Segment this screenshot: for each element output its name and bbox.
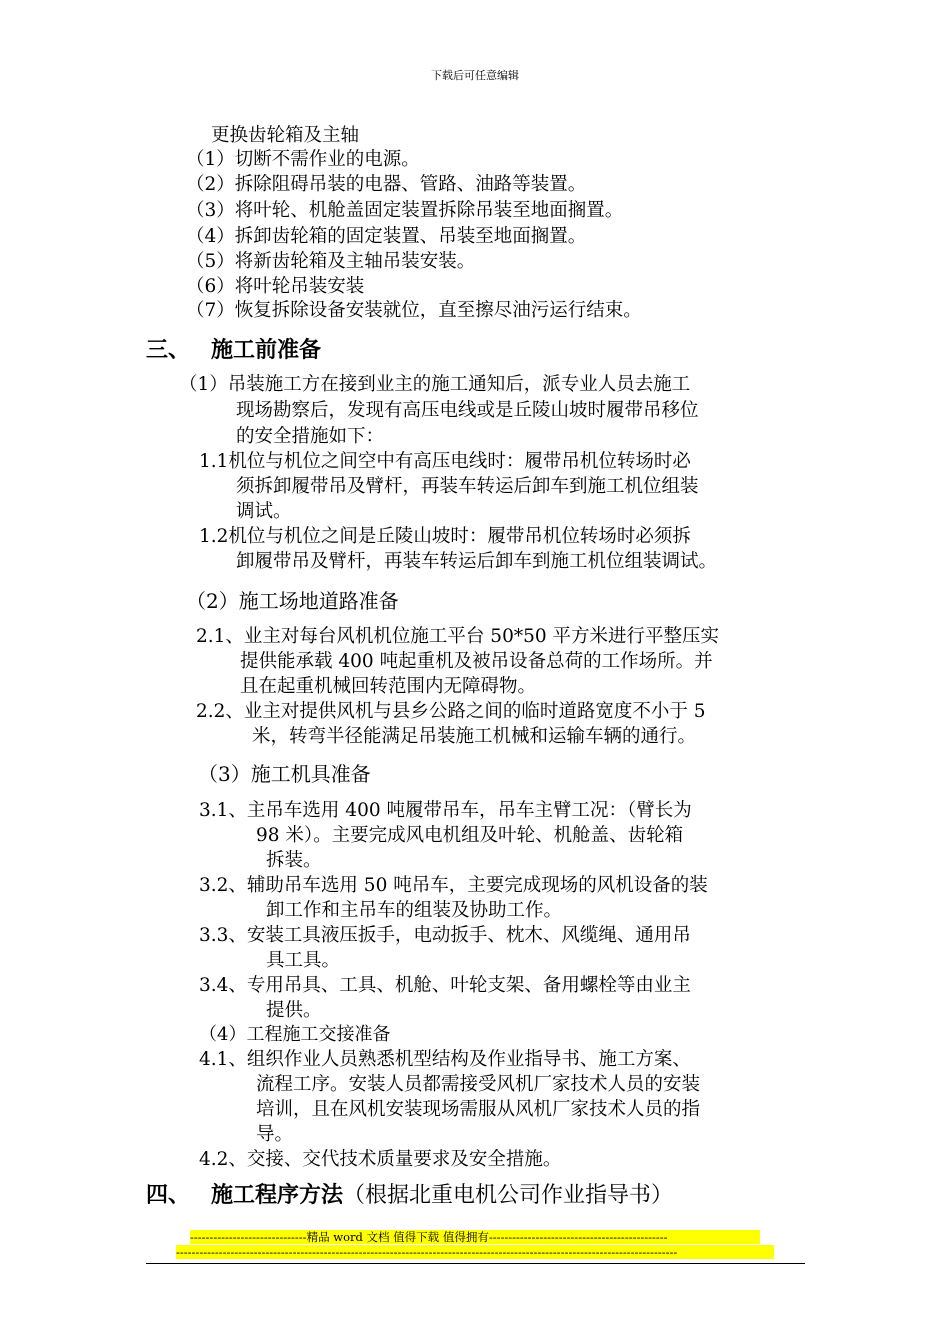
- paragraph-line: 具工具。: [266, 950, 341, 971]
- paragraph-line: 的安全措施如下：: [236, 426, 385, 447]
- paragraph-line: 4.2、交接、交代技术质量要求及安全措施。: [199, 1149, 562, 1170]
- paragraph-line: 拆装。: [266, 850, 322, 871]
- subsection-heading: （4）工程施工交接准备: [199, 1024, 391, 1045]
- section-number: 四、: [146, 1182, 191, 1208]
- footer-dashes: ---------------------------------------------------------------------------------------------------------------------------------: [176, 1245, 774, 1259]
- paragraph-line: 2.1、业主对每台风机机位施工平台 50*50 平方米进行平整压实: [196, 626, 720, 647]
- paragraph-line: 调试。: [236, 501, 292, 522]
- page-header-note: 下载后可任意编辑: [431, 69, 519, 82]
- section-title-replace-gearbox: 更换齿轮箱及主轴: [211, 125, 360, 146]
- subsection-heading: （2）施工场地道路准备: [186, 589, 399, 613]
- step-item: （3）将叶轮、机舱盖固定装置拆除吊装至地面搁置。: [186, 200, 624, 221]
- footer-banner: ------------------------------精品 word 文档 值得下载 值得拥有----------------------------------------------: [190, 1230, 760, 1244]
- step-item: （1）切断不需作业的电源。: [186, 149, 420, 170]
- paragraph-line: 且在起重机械回转范围内无障碍物。: [240, 676, 537, 697]
- step-item: （2）拆除阻碍吊装的电器、管路、油路等装置。: [186, 174, 587, 195]
- paragraph-line: 流程工序。安装人员都需接受风机厂家技术人员的安装: [256, 1074, 701, 1095]
- paragraph-line: 米，转弯半径能满足吊装施工机械和运输车辆的通行。: [252, 726, 697, 747]
- section-number: 三、: [146, 337, 191, 363]
- paragraph-line: 3.4、专用吊具、工具、机舱、叶轮支架、备用螺栓等由业主: [199, 975, 691, 996]
- paragraph-line: 1.2机位与机位之间是丘陵山坡时：履带吊机位转场时必须拆: [199, 526, 691, 547]
- section-heading-subtitle: （根据北重电机公司作业指导书）: [343, 1183, 674, 1208]
- step-item: （7）恢复拆除设备安装就位，直至擦尽油污运行结束。: [186, 300, 642, 321]
- paragraph-line: 提供。: [266, 1000, 322, 1021]
- section-heading-title: 施工程序方法: [211, 1182, 344, 1208]
- paragraph-line: 卸履带吊及臂杆，再装车转运后卸车到施工机位组装调试。: [236, 551, 718, 572]
- footer-rule: [146, 1263, 805, 1264]
- paragraph-line: （1）吊装施工方在接到业主的施工通知后，派专业人员去施工: [179, 374, 691, 395]
- paragraph-line: 3.3、安装工具液压扳手，电动扳手、枕木、风缆绳、通用吊: [199, 925, 691, 946]
- paragraph-line: 培训，且在风机安装现场需服从风机厂家技术人员的指: [256, 1099, 701, 1120]
- step-item: （4）拆卸齿轮箱的固定装置、吊装至地面搁置。: [186, 226, 587, 247]
- paragraph-line: 2.2、业主对提供风机与县乡公路之间的临时道路宽度不小于 5: [196, 701, 706, 722]
- subsection-heading: （3）施工机具准备: [198, 762, 371, 786]
- paragraph-line: 导。: [256, 1124, 294, 1145]
- paragraph-line: 3.1、主吊车选用 400 吨履带吊车，吊车主臂工况：（臂长为: [199, 800, 692, 821]
- paragraph-line: 4.1、组织作业人员熟悉机型结构及作业指导书、施工方案、: [199, 1049, 691, 1070]
- paragraph-line: 卸工作和主吊车的组装及协助工作。: [266, 900, 563, 921]
- paragraph-line: 3.2、辅助吊车选用 50 吨吊车，主要完成现场的风机设备的装: [199, 875, 708, 896]
- paragraph-line: 提供能承载 400 吨起重机及被吊设备总荷的工作场所。并: [240, 651, 713, 672]
- step-item: （6）将叶轮吊装安装: [186, 276, 365, 297]
- paragraph-line: 现场勘察后，发现有高压电线或是丘陵山坡时履带吊移位: [236, 400, 699, 421]
- step-item: （5）将新齿轮箱及主轴吊装安装。: [186, 251, 476, 272]
- section-heading: 施工前准备: [211, 337, 322, 363]
- section-heading: [211, 1181, 673, 1210]
- paragraph-line: 须拆卸履带吊及臂杆，再装车转运后卸车到施工机位组装: [236, 476, 699, 497]
- paragraph-line: 1.1机位与机位之间空中有高压电线时：履带吊机位转场时必: [199, 451, 691, 472]
- paragraph-line: 98 米）。主要完成风电机组及叶轮、机舱盖、齿轮箱: [256, 825, 684, 846]
